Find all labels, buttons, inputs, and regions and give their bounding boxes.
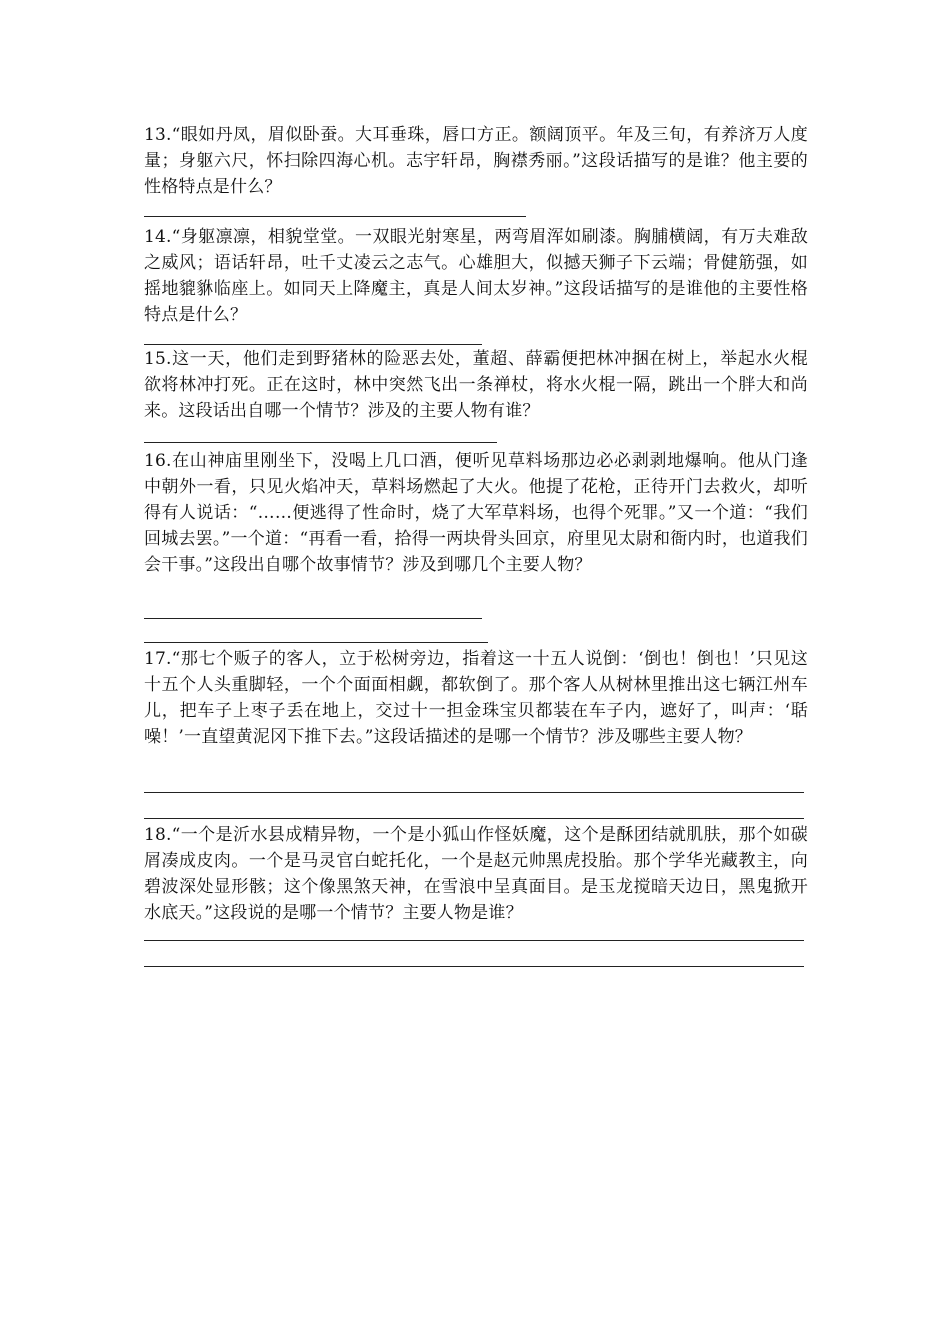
answer-line-15[interactable] [144,442,497,443]
question-15 [144,346,808,424]
answer-line-17a[interactable] [144,792,804,793]
answer-line-18b[interactable] [144,966,804,967]
question-13-text: 13.“眼如丹凤，眉似卧蚕。大耳垂珠，唇口方正。额阔顶平。年及三旬，有养济万人度量；身躯六尺，怀扫除四海心机。志宇轩昂，胸襟秀丽。”这段话描写的是谁？他主要的性格特点是什么？ [144,125,808,197]
answer-line-17b[interactable] [144,818,804,819]
question-13 [144,122,808,200]
question-14 [144,224,808,328]
question-15-text: 15.这一天，他们走到野猪林的险恶去处，董超、薛霸便把林冲捆在树上，举起水火棍欲将林冲打死。正在这时，林中突然飞出一条禅杖，将水火棍一隔，跳出一个胖大和尚来。这段话出自哪一个情节？涉及的主要人物有谁？ [144,349,808,421]
question-17 [144,646,808,750]
question-16-text: 16.在山神庙里刚坐下，没喝上几口酒，便听见草料场那边必必剥剥地爆响。他从门逢中朝外一看，只见火焰冲天，草料场燃起了大火。他提了花枪，正待开门去救火，却听得有人说话：“……便逃得了性命时，烧了大军草料场，也得个死罪。”又一个道：“我们回城去罢。”一个道：“再看一看，拾得一两块骨头回京，府里见太尉和衙内时，也道我们会干事。”这段出自哪个故事情节？涉及到哪几个主要人物？ [144,451,808,575]
question-17-text: 17.“那七个贩子的客人，立于松树旁边，指着这一十五人说倒：‘倒也！倒也！’只见这十五个人头重脚轻，一个个面面相觑，都软倒了。那个客人从树林里推出这七辆江州车儿，把车子上枣子丢在地上，交过十一担金珠宝贝都装在车子内，遮好了，叫声：‘聒噪！’一直望黄泥冈下推下去。”这段话描述的是哪一个情节？涉及哪些主要人物？ [144,649,808,747]
answer-line-16b[interactable] [144,642,488,643]
question-18 [144,822,808,926]
question-16 [144,448,808,578]
question-18-text: 18.“一个是沂水县成精异物，一个是小狐山作怪妖魔，这个是酥团结就肌肤，那个如碳屑凑成皮肉。一个是马灵官白蛇托化，一个是赵元帅黑虎投胎。那个学华光藏教主，向碧波深处显形骸；这个像黑煞天神，在雪浪中呈真面目。是玉龙搅暗天边日，黑鬼掀开水底天。”这段说的是哪一个情节？主要人物是谁？ [144,825,808,923]
question-14-text: 14.“身躯凛凛，相貌堂堂。一双眼光射寒星，两弯眉浑如刷漆。胸脯横阔，有万夫难敌之威风；语话轩昂，吐千丈凌云之志气。心雄胆大，似撼天狮子下云端；骨健筋强，如摇地貔貅临座上。如同天上降魔主，真是人间太岁神。”这段话描写的是谁他的主要性格特点是什么？ [144,227,808,325]
answer-line-18a[interactable] [144,940,804,941]
answer-line-13[interactable] [144,216,526,217]
answer-line-16a[interactable] [144,618,482,619]
answer-line-14[interactable] [144,344,482,345]
